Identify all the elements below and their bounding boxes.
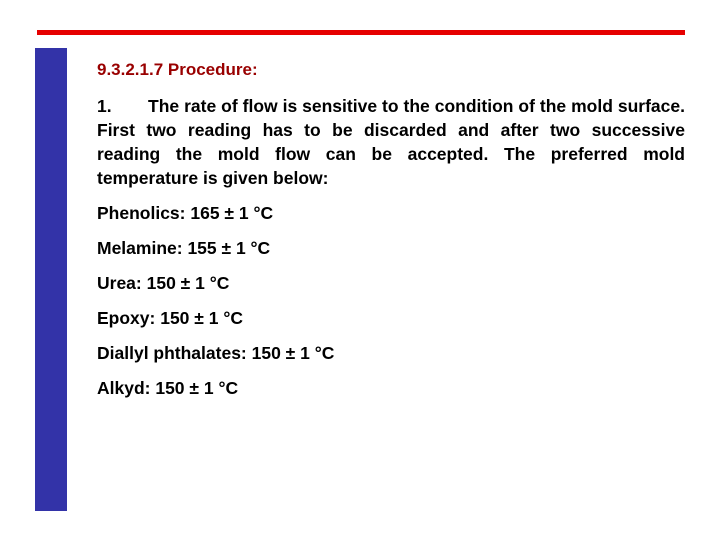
side-accent-bar [35,48,67,511]
slide-content [97,58,685,411]
temperature-item-melamine: Melamine: 155 ± 1 °C [97,238,271,258]
paragraph-text: The rate of flow is sensitive to the condition of the mold surface. First two reading has to be discarded and after two successive reading the mold flow can be accepted. The preferred mold temperature is given below: [97,96,685,188]
procedure-paragraph [97,94,685,190]
top-accent-rule [37,30,685,35]
temperature-item-epoxy: Epoxy: 150 ± 1 °C [97,308,243,328]
temperature-item-alkyd: Alkyd: 150 ± 1 °C [97,378,239,398]
temperature-item-phenolics: Phenolics: 165 ± 1 °C [97,203,274,223]
paragraph-number: 1. [97,96,112,116]
section-heading: 9.3.2.1.7 Procedure: [97,60,258,79]
temperature-item-diallyl-phthalates: Diallyl phthalates: 150 ± 1 °C [97,343,335,363]
temperature-item-urea: Urea: 150 ± 1 °C [97,273,230,293]
